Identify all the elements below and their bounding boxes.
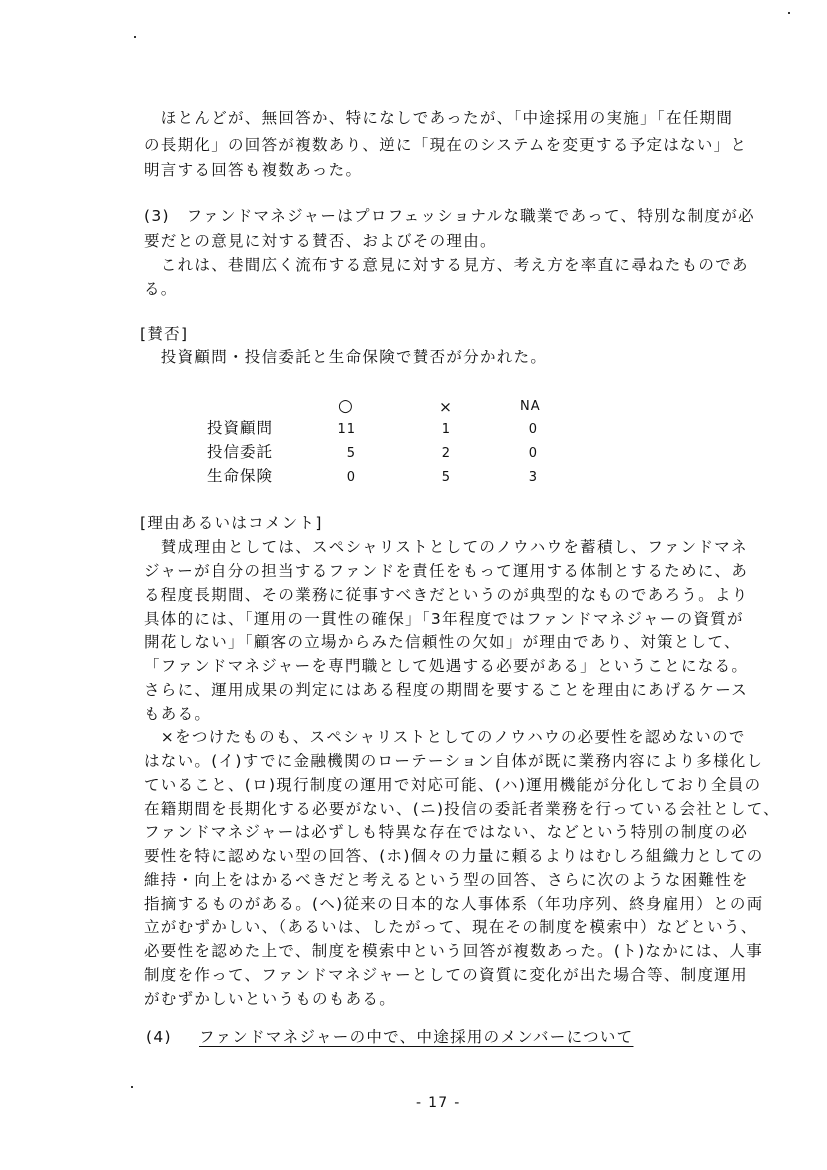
table-cell: 11	[337, 422, 356, 437]
table-cell: 2	[441, 446, 451, 461]
text-line: 「ファンドマネジャーを専門職として処遇する必要がある」ということになる。	[144, 657, 749, 675]
text-line: ほとんどが、無回答か、特になしであったが、「中途採用の実施」「在任期間	[144, 109, 734, 127]
text-line: る。	[144, 280, 178, 298]
text-line: る程度長期間、その業務に従事すべきだというのが典型的なものであろう。より	[144, 586, 749, 604]
scan-speck	[134, 36, 136, 38]
text-line: ×をつけたものも、スペシャリストとしてのノウハウの必要性を認めないので	[144, 728, 746, 746]
table-row-label: 生命保険	[207, 467, 274, 485]
text-line: 具体的には、「運用の一貫性の確保」「3年程度ではファンドマネジャーの資質が	[144, 610, 744, 628]
table-cell: 1	[441, 422, 451, 437]
section-heading: [理由あるいはコメント]	[140, 514, 323, 532]
table-row-label: 投信委託	[207, 443, 274, 461]
text-line: ジャーが自分の担当するファンドを責任をもって運用する体制とするために、あ	[144, 562, 749, 580]
text-line: 維持・向上をはかるべきだと考えるという型の回答、さらに次のような困難性を	[144, 871, 749, 889]
table-cell: 5	[441, 470, 451, 485]
table-cell: 0	[528, 422, 538, 437]
text-line: の長期化」の回答が複数あり、逆に「現在のシステムを変更する予定はない」と	[144, 136, 748, 154]
scan-speck	[788, 12, 790, 14]
question-title: ファンドマネジャーの中で、中途採用のメンバーについて	[199, 1028, 634, 1046]
table-header-circle: ○	[338, 396, 354, 416]
section-heading: [賛否]	[140, 325, 189, 343]
text-line: がむずかしいというものもある。	[144, 990, 397, 1008]
text-line: 指摘するものがある。(ヘ)従来の日本的な人事体系（年功序列、終身雇用）との両	[144, 895, 764, 913]
text-line: これは、巷間広く流布する意見に対する見方、考え方を率直に尋ねたものであ	[144, 256, 749, 274]
text-line: ていること、(ロ)現行制度の運用で対応可能、(ハ)運用機能が分化しており全員の	[144, 776, 762, 794]
text-line: 賛成理由としては、スペシャリストとしてのノウハウを蓄積し、ファンドマネ	[144, 538, 748, 556]
text-line: 在籍期間を長期化する必要がない、(ニ)投信の委託者業務を行っている会社として、	[144, 800, 780, 818]
text-line: はない。(イ)すでに金融機関のローテーション自体が既に業務内容により多様化し	[144, 752, 764, 770]
scan-speck	[131, 1086, 133, 1088]
text-line: さらに、運用成果の判定にはある程度の期間を要することを理由にあげるケース	[144, 681, 749, 699]
table-cell: 0	[346, 470, 356, 485]
text-line: 要性を特に認めない型の回答、(ホ)個々の力量に頼るよりはむしろ組織力としての	[144, 847, 764, 865]
text-line: 開花しない」「顧客の立場からみた信頼性の欠如」が理由であり、対策として、	[144, 633, 741, 651]
text-line: 要だとの意見に対する賛否、およびその理由。	[144, 232, 497, 250]
table-cell: 0	[528, 446, 538, 461]
text-line: 必要性を認めた上で、制度を模索中という回答が複数あった。(ト)なかには、人事	[144, 942, 764, 960]
table-row-label: 投資顧問	[207, 419, 274, 437]
text-line: 明言する回答も複数あった。	[144, 161, 363, 179]
table-cell: 3	[528, 470, 538, 485]
table-header-cross: ×	[439, 398, 453, 416]
text-line: もある。	[144, 705, 212, 723]
table-header-na: NA	[520, 399, 541, 414]
question-heading: (3) ファンドマネジャーはプロフェッショナルな職業であって、特別な制度が必	[144, 207, 755, 225]
table-cell: 5	[346, 446, 356, 461]
text-line: 立がむずかしい、（あるいは、したがって、現在その制度を模索中）などという、	[144, 918, 758, 936]
text-line: 投資顧問・投信委託と生命保険で賛否が分かれた。	[144, 348, 548, 366]
text-line: 制度を作って、ファンドマネジャーとしての資質に変化が出た場合等、制度運用	[144, 966, 748, 984]
text-line: ファンドマネジャーは必ずしも特異な存在ではない、などという特別の制度の必	[144, 823, 749, 841]
page-number: - 17 -	[416, 1095, 461, 1111]
question-number: (4)	[146, 1028, 172, 1046]
